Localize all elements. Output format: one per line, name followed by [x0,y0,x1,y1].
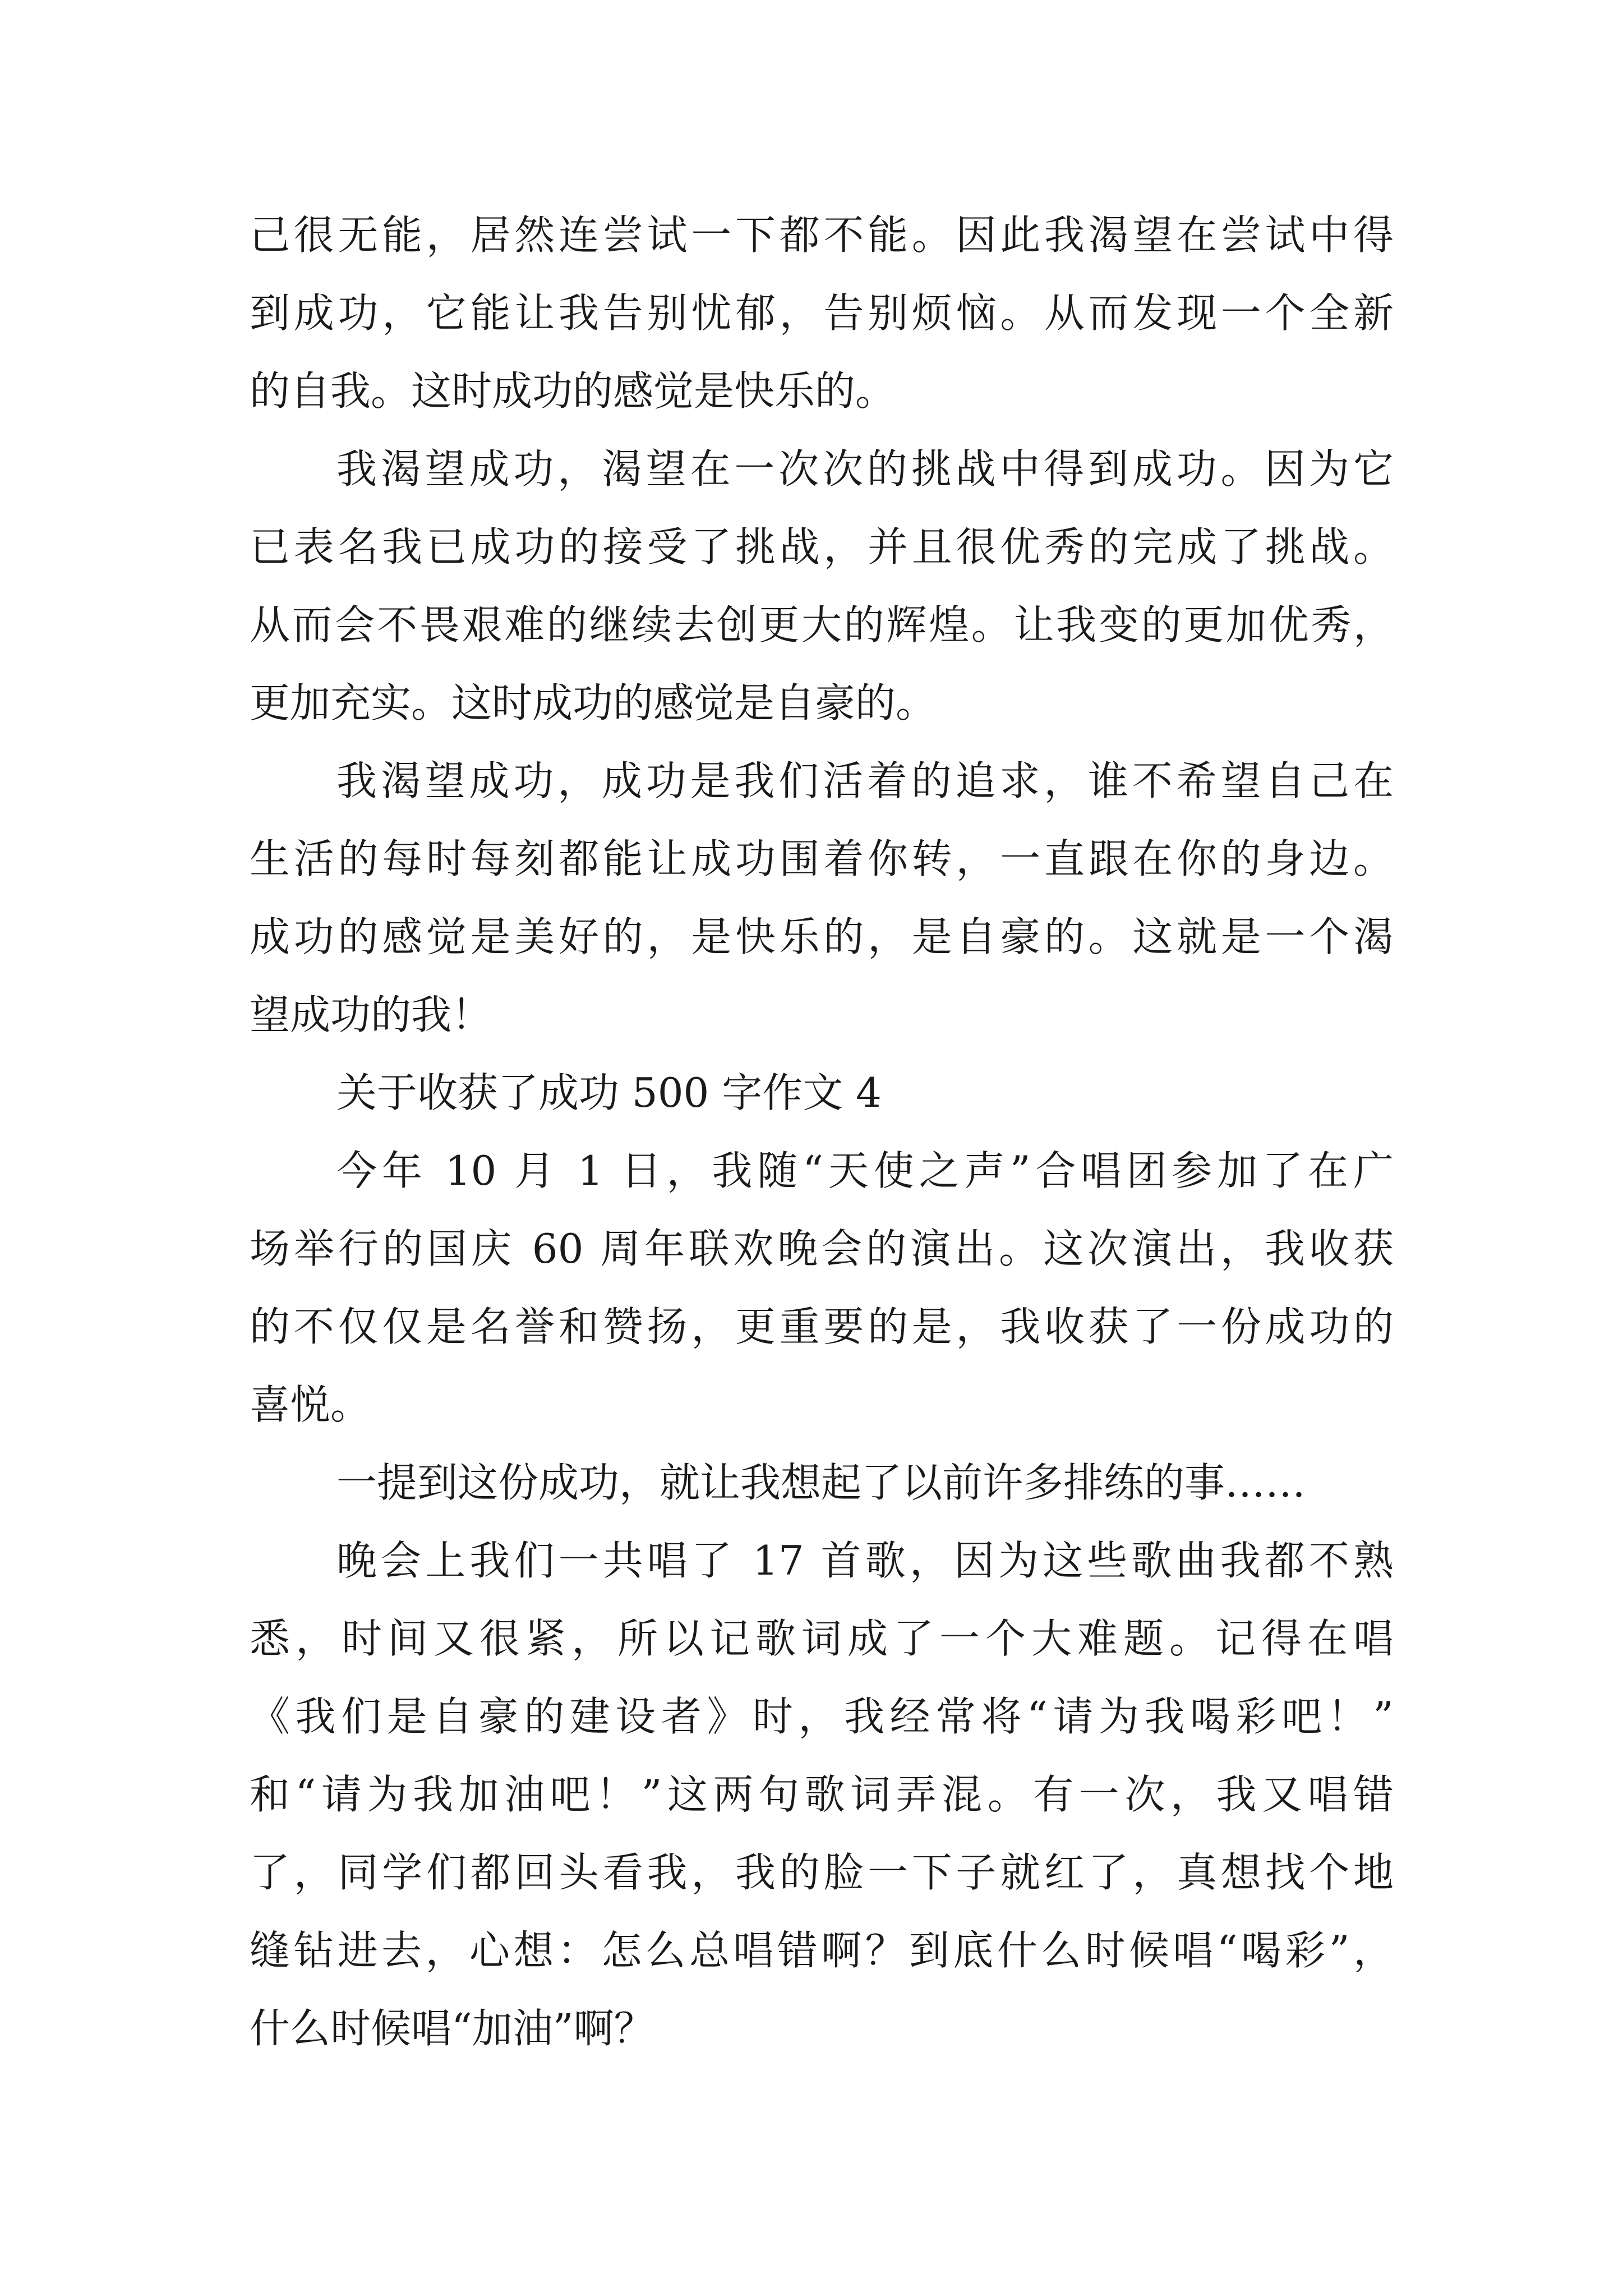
text-line: 从而会不畏艰难的继续去创更大的辉煌。让我变的更加优秀， [250,601,1394,648]
text-line: 《我们是自豪的建设者》时，我经常将“请为我喝彩吧！” [250,1693,1394,1740]
text-line: 场举行的国庆 60 周年联欢晚会的演出。这次演出，我收获 [250,1225,1394,1272]
text-line: 己很无能，居然连尝试一下都不能。因此我渴望在尝试中得 [250,211,1394,259]
text-line: 的自我。这时成功的感觉是快乐的。 [250,367,896,415]
text-line: 悉，时间又很紧，所以记歌词成了一个大难题。记得在唱 [250,1615,1394,1662]
text-line: 望成功的我！ [250,991,492,1038]
text-line: 和“请为我加油吧！”这两句歌词弄混。有一次，我又唱错 [250,1771,1394,1818]
text-line: 今年 10 月 1 日，我随“天使之声”合唱团参加了在广 [336,1147,1394,1194]
text-line: 已表名我已成功的接受了挑战，并且很优秀的完成了挑战。 [250,523,1394,570]
text-line: 生活的每时每刻都能让成功围着你转，一直跟在你的身边。 [250,835,1394,882]
section-heading: 关于收获了成功 500 字作文 4 [336,1069,882,1116]
text-line: 我渴望成功，渴望在一次次的挑战中得到成功。因为它 [336,445,1394,493]
text-line: 到成功，它能让我告别忧郁，告别烦恼。从而发现一个全新 [250,289,1394,337]
essay-body [250,196,1394,2068]
text-line: 了，同学们都回头看我，我的脸一下子就红了，真想找个地 [250,1849,1394,1896]
text-line: 喜悦。 [250,1381,371,1428]
text-line: 我渴望成功，成功是我们活着的追求，谁不希望自己在 [336,757,1394,804]
text-line: 什么时候唱“加油”啊？ [250,2005,654,2052]
text-line: 缝钻进去，心想：怎么总唱错啊？到底什么时候唱“喝彩”， [250,1927,1394,1974]
text-line: 晚会上我们一共唱了 17 首歌，因为这些歌曲我都不熟 [336,1537,1394,1584]
text-line: 更加充实。这时成功的感觉是自豪的。 [250,679,937,726]
text-line: 的不仅仅是名誉和赞扬，更重要的是，我收获了一份成功的 [250,1303,1394,1350]
text-line: 成功的感觉是美好的，是快乐的，是自豪的。这就是一个渴 [250,913,1394,960]
text-line: 一提到这份成功，就让我想起了以前许多排练的事…… [336,1459,1306,1506]
